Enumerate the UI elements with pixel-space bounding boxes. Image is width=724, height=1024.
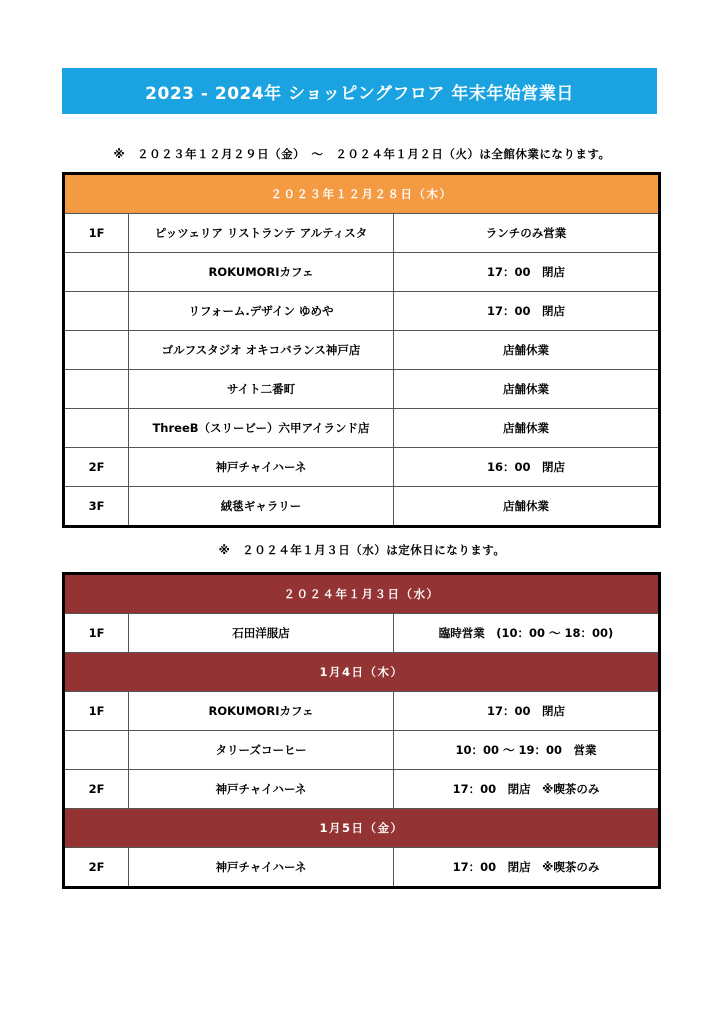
shop-cell: ROKUMORIカフェ [129,253,394,292]
schedule-table-jan [62,572,661,889]
status-cell: 17：00 閉店 [394,253,660,292]
table-row [64,848,660,888]
floor-cell: 2F [64,448,129,487]
status-cell: 臨時営業 (10：00 ～ 18：00) [394,614,660,653]
page-title: 2023 - 2024年 ショッピングフロア 年末年始営業日 [62,68,657,114]
floor-cell [64,253,129,292]
status-cell: 16：00 閉店 [394,448,660,487]
table-row [64,692,660,731]
date-header: ２０２３年１２月２８日（木） [64,174,660,214]
shop-cell: ゴルフスタジオ オキコバランス神戸店 [129,331,394,370]
status-cell: 17：00 閉店 [394,692,660,731]
date-header: 1月5日（金） [64,809,660,848]
table-row [64,614,660,653]
floor-cell [64,370,129,409]
shop-cell: 絨毯ギャラリー [129,487,394,527]
status-cell: 10：00 ～ 19：00 営業 [394,731,660,770]
shop-cell: ThreeB（スリービー）六甲アイランド店 [129,409,394,448]
shop-cell: 神戸チャイハーネ [129,770,394,809]
floor-cell: 2F [64,770,129,809]
table-row [64,331,660,370]
shop-cell: タリーズコーヒー [129,731,394,770]
status-cell: 17：00 閉店 [394,292,660,331]
table-row [64,487,660,527]
floor-cell [64,292,129,331]
status-cell: 店舗休業 [394,331,660,370]
table-header-row [64,174,660,214]
shop-cell: ピッツェリア リストランテ アルティスタ [129,214,394,253]
date-header: ２０２４年１月３日（水） [64,574,660,614]
table-row [64,409,660,448]
table-header-row [64,653,660,692]
floor-cell: 1F [64,692,129,731]
status-cell: 店舗休業 [394,487,660,527]
table-row [64,214,660,253]
table-row [64,370,660,409]
floor-cell: 3F [64,487,129,527]
shop-cell: ROKUMORIカフェ [129,692,394,731]
status-cell: 店舗休業 [394,409,660,448]
table-row [64,292,660,331]
floor-cell: 1F [64,614,129,653]
table-header-row [64,574,660,614]
floor-cell: 1F [64,214,129,253]
table-row [64,253,660,292]
table-row [64,770,660,809]
shop-cell: 石田洋服店 [129,614,394,653]
shop-cell: 神戸チャイハーネ [129,448,394,487]
floor-cell [64,331,129,370]
status-cell: 17：00 閉店 ※喫茶のみ [394,848,660,888]
shop-cell: リフォーム.デザイン ゆめや [129,292,394,331]
floor-cell: 2F [64,848,129,888]
status-cell: 店舗休業 [394,370,660,409]
floor-cell [64,409,129,448]
status-cell: 17：00 閉店 ※喫茶のみ [394,770,660,809]
shop-cell: サイト二番町 [129,370,394,409]
closure-notice: ※ ２０２３年１２月２９日（金） ～ ２０２４年１月２日（火）は全館休業になります。 [113,147,611,161]
table-row [64,448,660,487]
floor-cell [64,731,129,770]
status-cell: ランチのみ営業 [394,214,660,253]
schedule-table-dec-28 [62,172,661,528]
holiday-notice: ※ ２０２４年１月３日（水）は定休日になります。 [218,543,506,557]
table-row [64,731,660,770]
shop-cell: 神戸チャイハーネ [129,848,394,888]
date-header: 1月4日（木） [64,653,660,692]
table-header-row [64,809,660,848]
